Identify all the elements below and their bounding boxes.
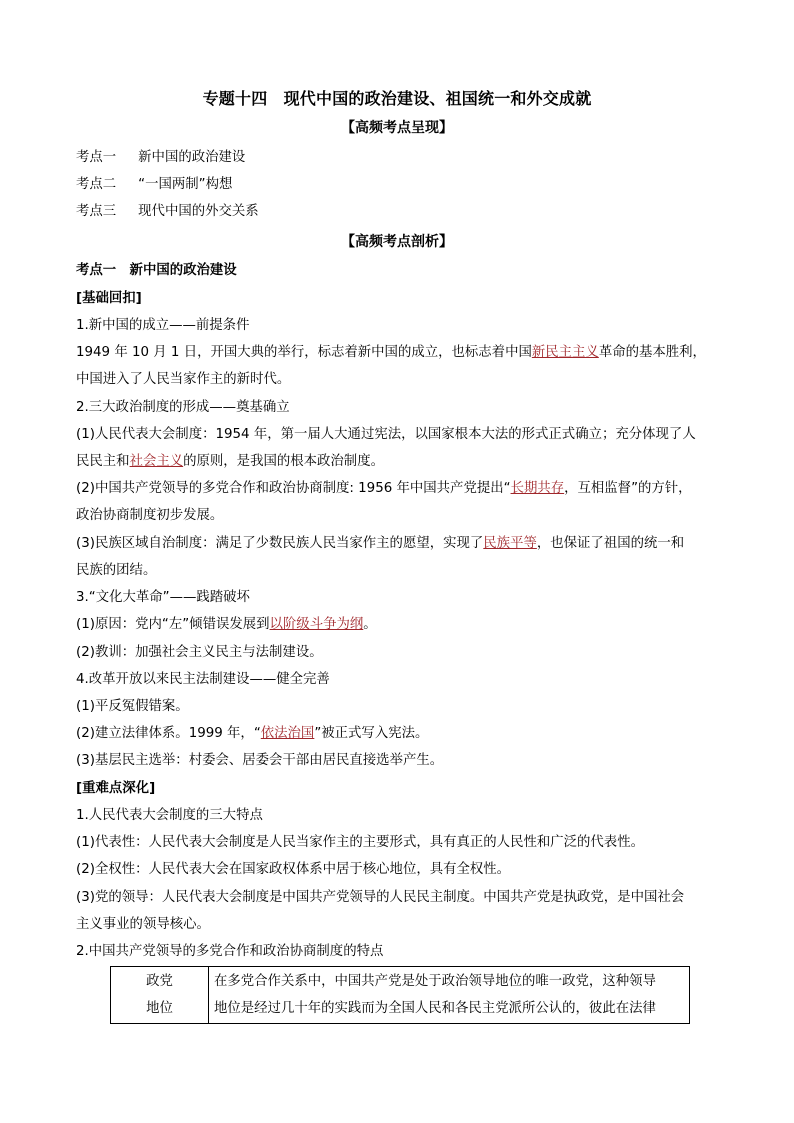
section-heading-analysis: 【高频考点剖析】 bbox=[341, 234, 453, 250]
deepen-heading: [重难点深化] bbox=[76, 781, 156, 796]
b2-heading: 2.三大政治制度的形成——奠基确立 bbox=[76, 400, 290, 415]
d1-p3-line-2: 主义事业的领导核心。 bbox=[76, 917, 210, 932]
b3-p1 bbox=[76, 616, 377, 634]
b4-heading: 4.改革开放以来民主法制建设——健全完善 bbox=[76, 672, 330, 687]
table-content-line-1: 在多党合作关系中，中国共产党是处于政治领导地位的唯一政党，这种领导 bbox=[214, 974, 656, 989]
text-run: 。 bbox=[363, 617, 377, 632]
d1-p3-line-1: (3)党的领导：人民代表大会制度是中国共产党领导的人民民主制度。中国共产党是执政党，是中国社会 bbox=[76, 890, 685, 905]
toc-item-3 bbox=[76, 203, 259, 221]
toc-text: 新中国的政治建设 bbox=[138, 150, 246, 165]
text-run: 革命的基本胜利， bbox=[598, 345, 706, 360]
d2-heading: 2.中国共产党领导的多党合作和政治协商制度的特点 bbox=[76, 944, 384, 959]
text-run: (2)中国共产党领导的多党合作和政治协商制度: 1956 年中国共产党提出“ bbox=[76, 481, 511, 496]
b4-p3: (3)基层民主选举：村委会、居委会干部由居民直接选举产生。 bbox=[76, 753, 444, 768]
page-title: 专题十四 现代中国的政治建设、祖国统一和外交成就 bbox=[202, 89, 592, 108]
text-run: (2)建立法律体系。1999 年，“ bbox=[76, 726, 261, 741]
text-run: ，也保证了祖国的统一和 bbox=[536, 536, 685, 551]
toc-text: “一国两制”构想 bbox=[138, 177, 233, 192]
text-run: (1)原因：党内“左”倾错误发展到 bbox=[76, 617, 270, 632]
table-row bbox=[111, 967, 690, 1024]
text-run: ”被正式写入宪法。 bbox=[314, 726, 429, 741]
d1-p1: (1)代表性：人民代表大会制度是人民当家作主的主要形式，具有真正的人民性和广泛的代表性。 bbox=[76, 835, 644, 850]
toc-label: 考点三 bbox=[76, 204, 117, 219]
d1-heading: 1.人民代表大会制度的三大特点 bbox=[76, 808, 263, 823]
b2-p1-line-1: (1)人民代表大会制度：1954 年，第一届人大通过宪法，以国家根本大法的形式正式确立；充分体现了人 bbox=[76, 427, 696, 442]
keyword-underlined: 社会主义 bbox=[129, 454, 184, 469]
kp1-heading: 考点一 新中国的政治建设 bbox=[76, 263, 237, 278]
table-content-cell bbox=[209, 967, 690, 1024]
toc-text: 现代中国的外交关系 bbox=[138, 204, 259, 219]
features-table bbox=[110, 966, 690, 1024]
b2-p1-line-2 bbox=[76, 453, 384, 471]
text-run: 1949 年 10 月 1 日，开国大典的举行，标志着新中国的成立，也标志着中国 bbox=[76, 345, 532, 360]
d1-p2: (2)全权性：人民代表大会在国家政权体系中居于核心地位，具有全权性。 bbox=[76, 862, 511, 877]
b2-p3-line-2: 民族的团结。 bbox=[76, 563, 157, 578]
keyword-underlined: 依法治国 bbox=[260, 726, 315, 741]
b3-heading: 3.“文化大革命”——践踏破坏 bbox=[76, 590, 250, 605]
text-run: 的原则，是我国的根本政治制度。 bbox=[183, 454, 384, 469]
table-label-line-2: 地位 bbox=[146, 1001, 173, 1016]
toc-label: 考点一 bbox=[76, 150, 117, 165]
b3-p2: (2)教训：加强社会主义民主与法制建设。 bbox=[76, 645, 323, 660]
b1-line-2: 中国进入了人民当家作主的新时代。 bbox=[76, 372, 291, 387]
b4-p1: (1)平反冤假错案。 bbox=[76, 699, 189, 714]
table-label-cell bbox=[111, 967, 209, 1024]
text-run: ，互相监督”的方针， bbox=[564, 481, 692, 496]
table-label-line-1: 政党 bbox=[146, 974, 173, 989]
b2-p2-line-2: 政治协商制度初步发展。 bbox=[76, 508, 224, 523]
b2-p2-line-1 bbox=[76, 480, 692, 498]
b1-line-1 bbox=[76, 344, 706, 362]
keyword-underlined: 民族平等 bbox=[483, 536, 537, 551]
toc-item-1 bbox=[76, 149, 245, 167]
text-run: (3)民族区域自治制度：满足了少数民族人民当家作主的愿望，实现了 bbox=[76, 536, 484, 551]
b2-p3-line-1 bbox=[76, 535, 684, 553]
b4-p2 bbox=[76, 725, 428, 743]
section-heading-present: 【高频考点呈现】 bbox=[341, 120, 453, 136]
basic-review-heading: [基础回扣] bbox=[76, 291, 142, 306]
keyword-underlined: 新民主主义 bbox=[531, 345, 599, 360]
table-content-line-2: 地位是经过几十年的实践而为全国人民和各民主党派所公认的，彼此在法律 bbox=[214, 1001, 656, 1016]
b1-heading: 1.新中国的成立——前提条件 bbox=[76, 318, 250, 333]
toc-item-2 bbox=[76, 176, 232, 194]
keyword-underlined: 以阶级斗争为纲 bbox=[269, 617, 364, 632]
keyword-underlined: 长期共存 bbox=[510, 481, 565, 496]
text-run: 民民主和 bbox=[76, 454, 130, 469]
toc-label: 考点二 bbox=[76, 177, 117, 192]
